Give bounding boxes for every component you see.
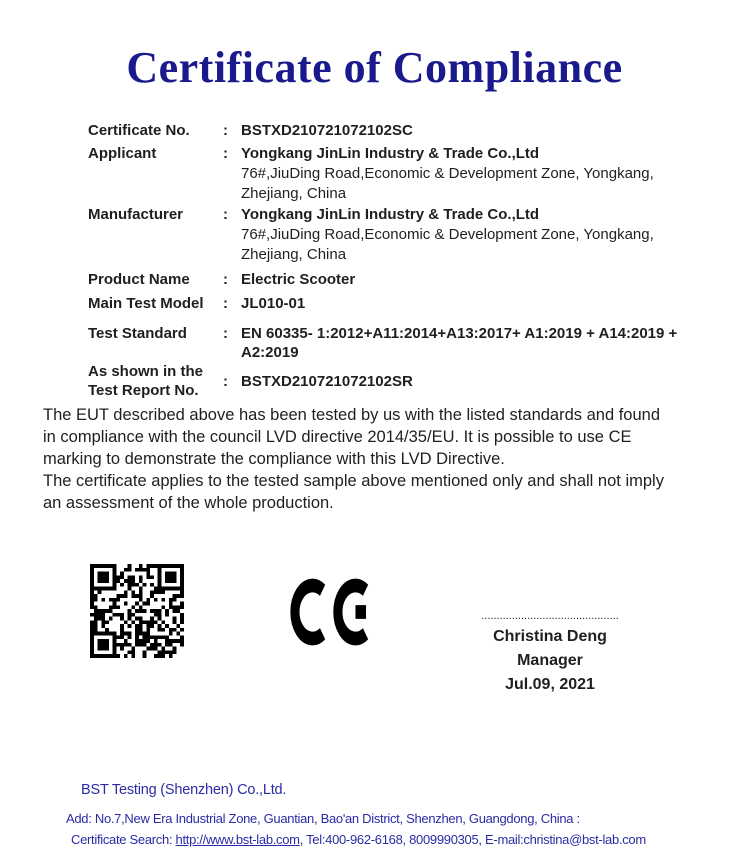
detail-colon: :: [223, 372, 228, 390]
detail-value-group: [241, 144, 703, 203]
statement-line: in compliance with the council LVD directive 2014/35/EU. It is possible to use CE: [43, 428, 632, 446]
detail-row-main-test-model: [88, 294, 708, 313]
details-table: [88, 121, 708, 400]
detail-label: Certificate No.: [88, 122, 190, 139]
statement-line: The certificate applies to the tested sample above mentioned only and shall not imply: [43, 472, 664, 490]
compliance-statement: [43, 404, 743, 514]
certificate-search-line: [71, 832, 731, 847]
statement-line: marking to demonstrate the compliance with this LVD Directive.: [43, 450, 505, 468]
applicant-address-line2: Zhejiang, China: [241, 185, 347, 202]
certificate-title: Certificate of Compliance: [126, 43, 623, 92]
detail-value: EN 60335- 1:2012+A11:2014+A13:2017+ A1:2019 + A14:2019 + A2:2019: [241, 325, 678, 361]
detail-row-applicant: [88, 144, 708, 203]
detail-label: As shown in the Test Report No.: [88, 363, 204, 399]
detail-value: JL010-01: [241, 295, 306, 312]
detail-value: BSTXD210721072102SR: [241, 372, 413, 390]
signature-dotted-line: .............................................: [481, 611, 619, 621]
statement-line: an assessment of the whole production.: [43, 494, 334, 512]
detail-label: Applicant: [88, 145, 157, 162]
detail-row-product-name: [88, 270, 708, 289]
ce-mark-icon: [290, 577, 378, 647]
signatory-name: Christina Deng: [493, 628, 607, 645]
detail-label: Manufacturer: [88, 206, 184, 223]
detail-colon: :: [223, 206, 228, 223]
detail-row-test-report-no: [88, 362, 708, 400]
detail-label: Product Name: [88, 271, 190, 288]
lab-address: Add: No.7,New Era Industrial Zone, Guantian, Bao'an District, Shenzhen, Guangdong, China :: [66, 811, 580, 826]
detail-label: Main Test Model: [88, 295, 204, 312]
detail-label: Test Standard: [88, 325, 187, 342]
detail-colon: :: [223, 122, 228, 139]
detail-colon: :: [223, 295, 228, 312]
detail-row-certificate-no: [88, 121, 708, 140]
certificate-search-link[interactable]: http://www.bst-lab.com: [175, 832, 300, 847]
detail-row-test-standard: [88, 324, 708, 362]
statement-line: The EUT described above has been tested by us with the listed standards and found: [43, 406, 661, 424]
manufacturer-address-line1: 76#,JiuDing Road,Economic & Development Zone, Yongkang,: [241, 226, 654, 243]
detail-value-group: [241, 205, 703, 264]
manufacturer-address-line2: Zhejiang, China: [241, 246, 347, 263]
manufacturer-company: Yongkang JinLin Industry & Trade Co.,Ltd: [241, 206, 540, 223]
lab-company-name: BST Testing (Shenzhen) Co.,Ltd.: [81, 782, 287, 798]
contact-info: , Tel:400-962-6168, 8009990305, E-mail:christina@bst-lab.com: [299, 832, 646, 847]
certificate-search-label: Certificate Search:: [71, 832, 176, 847]
qr-code-icon: [90, 564, 184, 658]
signatory-role: Manager: [517, 652, 583, 669]
applicant-address-line1: 76#,JiuDing Road,Economic & Development Zone, Yongkang,: [241, 165, 654, 182]
detail-value: Electric Scooter: [241, 271, 356, 288]
detail-value: BSTXD210721072102SC: [241, 122, 413, 139]
signature-block: [455, 611, 645, 694]
detail-colon: :: [223, 325, 228, 342]
detail-colon: :: [223, 271, 228, 288]
detail-row-manufacturer: [88, 205, 708, 264]
detail-colon: :: [223, 145, 228, 162]
applicant-company: Yongkang JinLin Industry & Trade Co.,Ltd: [241, 145, 540, 162]
signature-date: Jul.09, 2021: [505, 676, 595, 693]
